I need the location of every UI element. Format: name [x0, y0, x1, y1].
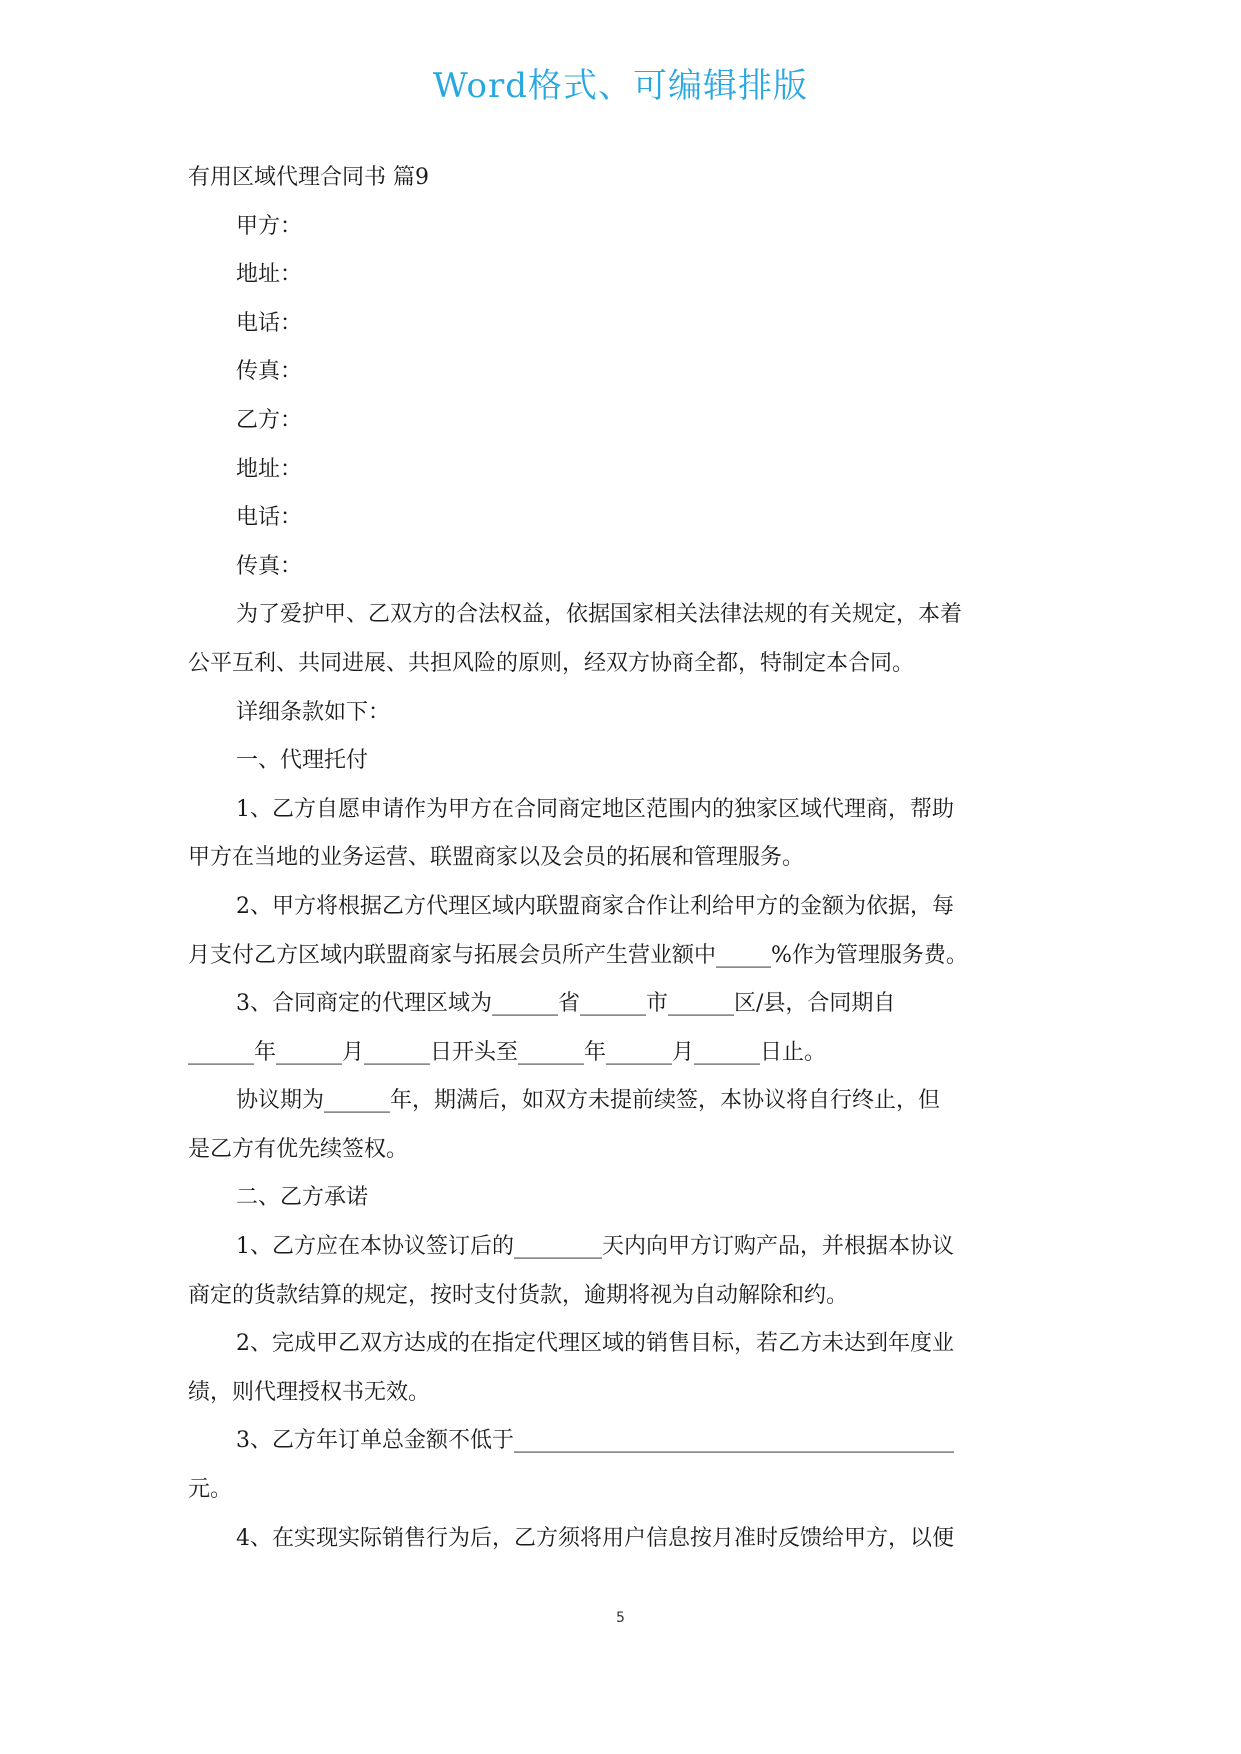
document-text-line: 4、在实现实际销售行为后，乙方须将用户信息按月准时反馈给甲方，以便 [236, 1525, 954, 1551]
document-text-line: 甲方在当地的业务运营、联盟商家以及会员的拓展和管理服务。 [188, 845, 805, 871]
document-text-line: 协议期为______年，期满后，如双方未提前续签，本协议将自行终止，但 [236, 1088, 941, 1114]
document-text-line: 商定的货款结算的规定，按时支付货款，逾期将视为自动解除和约。 [188, 1282, 849, 1308]
document-text-line: 地址： [236, 456, 303, 482]
document-text-line: 公平互利、共同进展、共担风险的原则，经双方协商全都，特制定本合同。 [188, 650, 915, 676]
document-text-line: 是乙方有优先续签权。 [188, 1136, 409, 1162]
page-number: 5 [616, 1610, 625, 1626]
document-body [188, 154, 1058, 1563]
document-text-line: 3、合同商定的代理区域为______省______市______区/县，合同期自 [236, 991, 896, 1017]
document-title-line: 有用区域代理合同书 篇9 [188, 165, 429, 190]
document-text-line: 甲方： [236, 213, 303, 239]
document-text-line: 元。 [188, 1477, 233, 1503]
document-text-line: 一、代理托付 [236, 748, 369, 774]
document-text-line: 月支付乙方区域内联盟商家与拓展会员所产生营业额中_____%作为管理服务费。 [188, 942, 968, 968]
document-text-line: 二、乙方承诺 [236, 1185, 369, 1211]
document-text-line: 2、完成甲乙双方达成的在指定代理区域的销售目标，若乙方未达到年度业 [236, 1331, 954, 1357]
document-text-line: 地址： [236, 262, 303, 288]
document-header-title: Word格式、可编辑排版 [432, 66, 809, 106]
document-text-line: 1、乙方应在本协议签订后的________天内向甲方订购产品，并根据本协议 [236, 1234, 954, 1260]
document-text-line: 1、乙方自愿申请作为甲方在合同商定地区范围内的独家区域代理商，帮助 [236, 796, 954, 822]
document-text-line: 电话： [236, 505, 303, 531]
document-text-line: 乙方： [236, 407, 303, 433]
document-text-line: 电话： [236, 310, 303, 336]
document-text-line: 为了爱护甲、乙双方的合法权益，依据国家相关法律法规的有关规定，本着 [236, 602, 963, 628]
document-text-line: 详细条款如下： [236, 699, 391, 725]
document-text-line: 3、乙方年订单总金额不低于________________________________________ [236, 1428, 954, 1454]
document-text-line: 绩，则代理授权书无效。 [188, 1379, 431, 1405]
document-text-line: 传真： [236, 359, 303, 385]
document-text-line: ______年______月______日开头至______年______月______日止。 [188, 1039, 827, 1065]
document-text-line: 传真： [236, 553, 303, 579]
document-text-line: 2、甲方将根据乙方代理区域内联盟商家合作让利给甲方的金额为依据，每 [236, 893, 954, 919]
